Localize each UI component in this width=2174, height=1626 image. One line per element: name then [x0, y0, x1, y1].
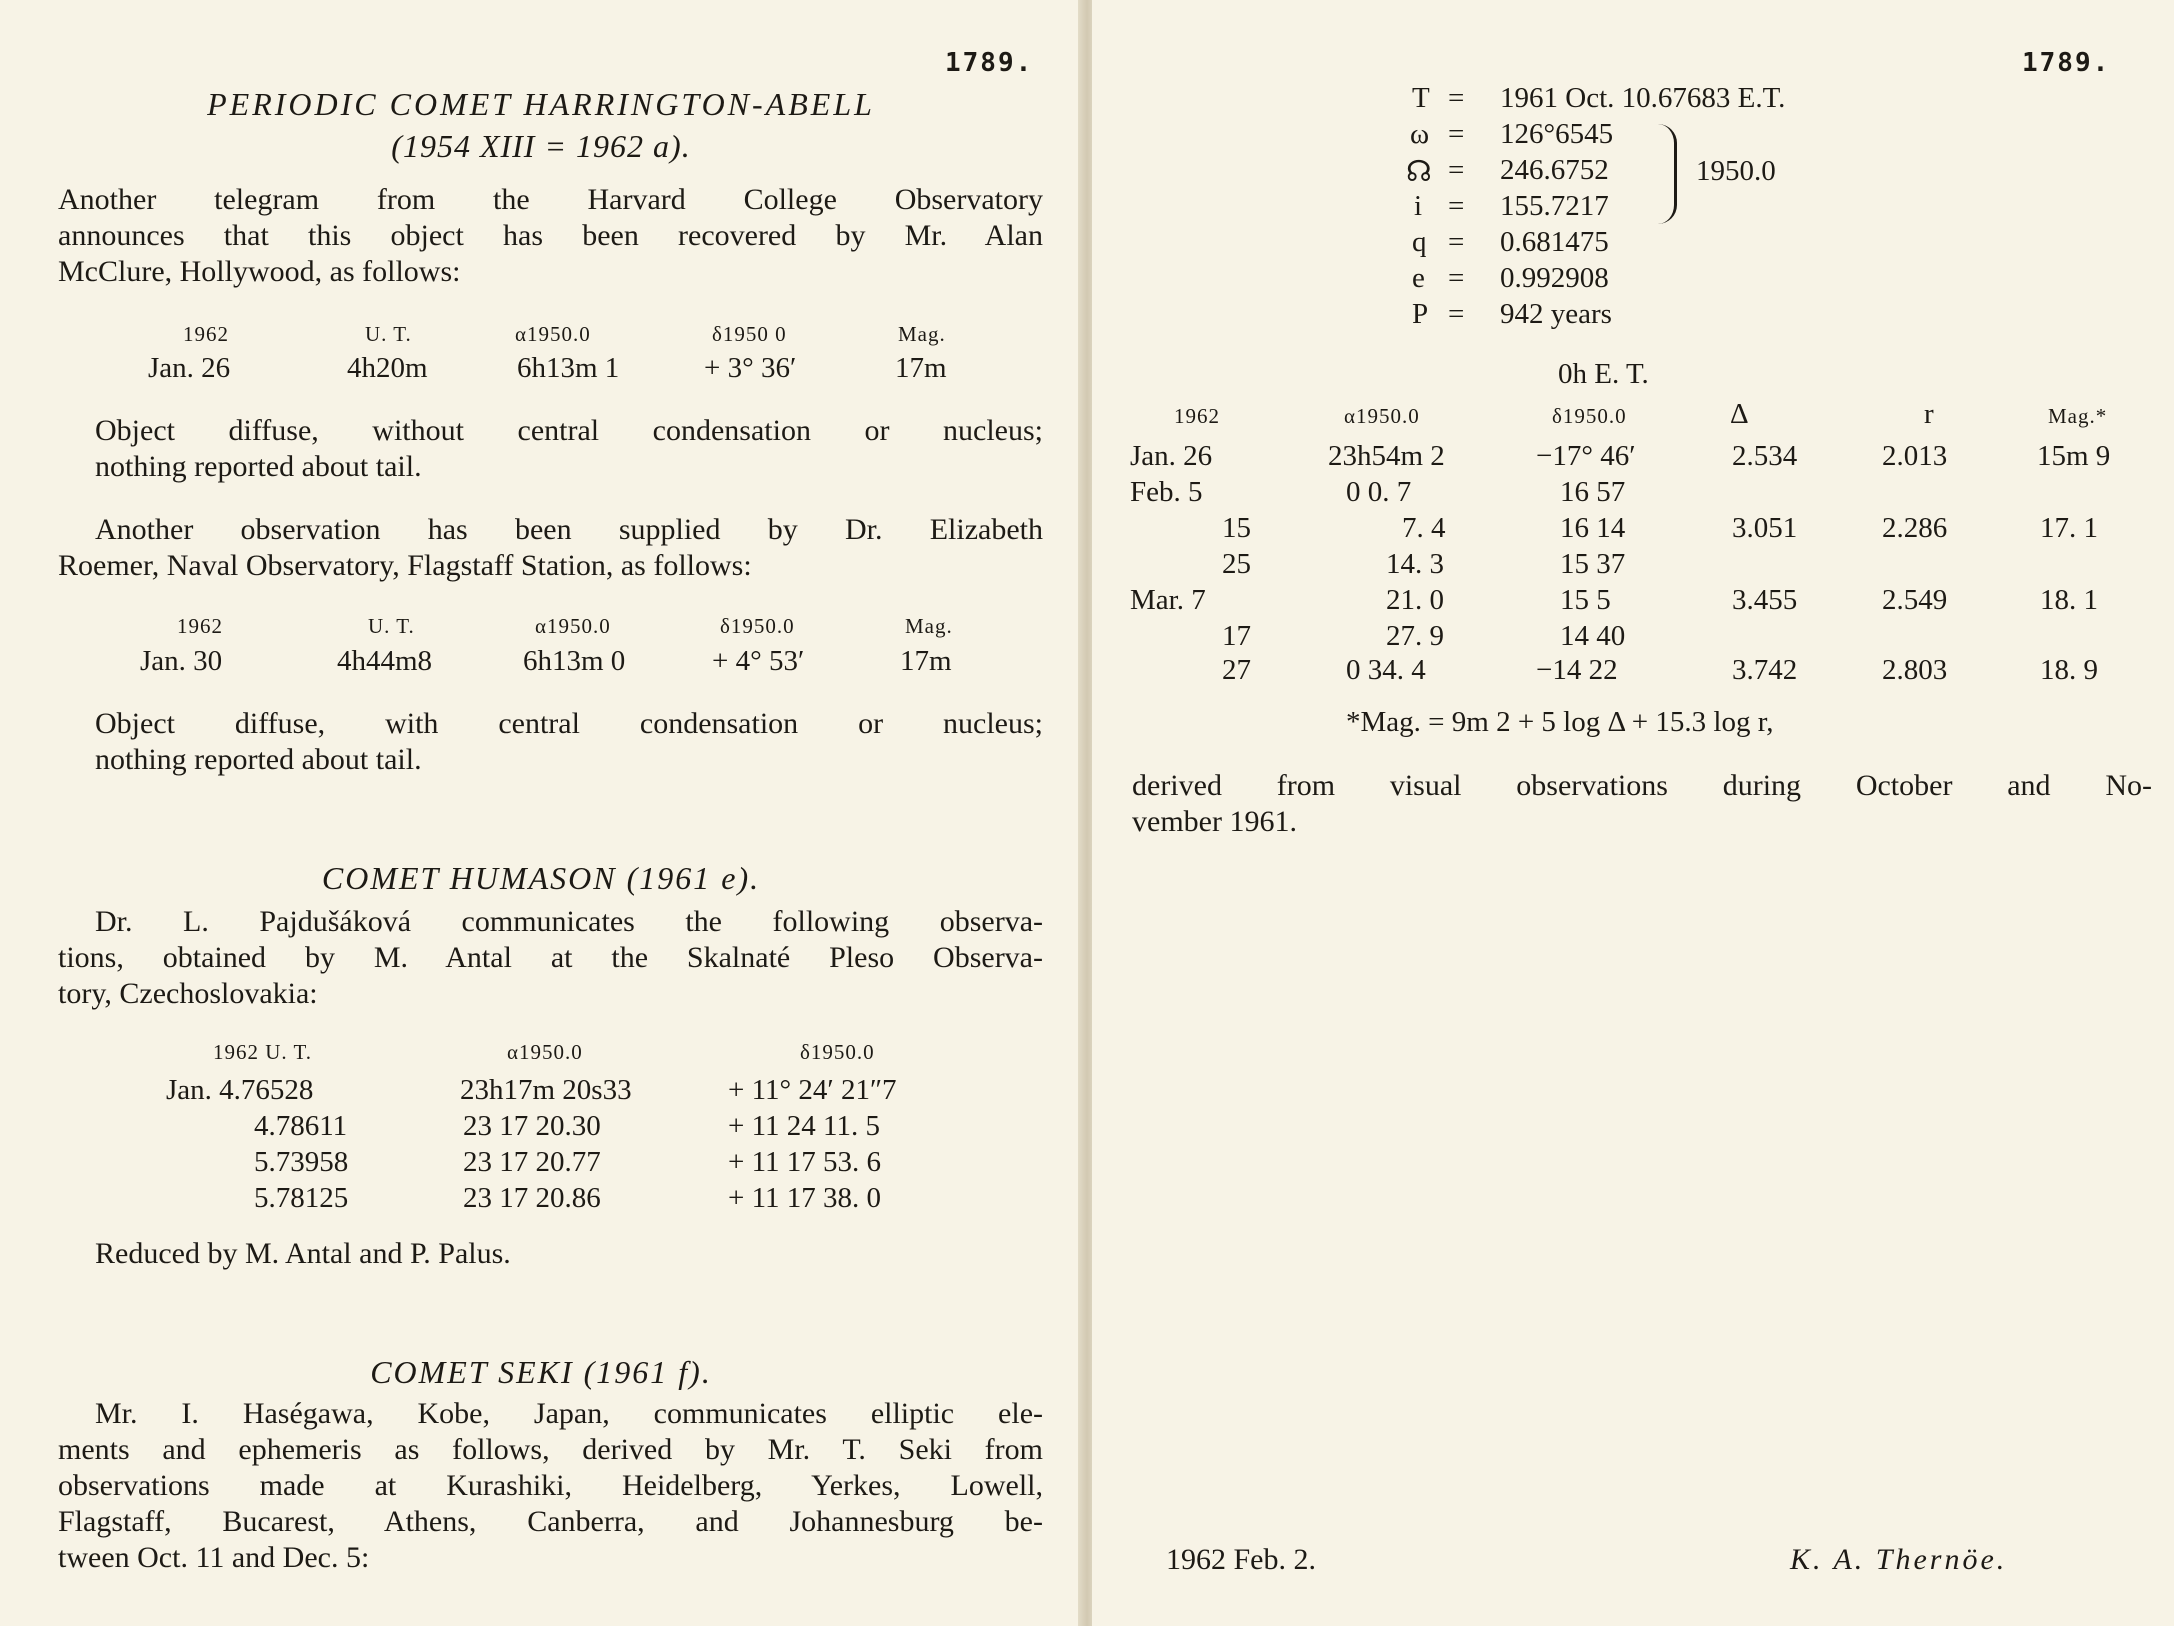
table-cell: 21. 0	[1386, 584, 1444, 616]
table-cell: 16 14	[1560, 512, 1626, 544]
table-cell: 23h17m 20s33	[460, 1074, 632, 1106]
table-header: α1950.0	[507, 1040, 583, 1064]
element-symbol: ω	[1410, 118, 1430, 150]
equinox-label: 1950.0	[1696, 155, 1776, 187]
table-cell: + 11 17 53. 6	[728, 1146, 882, 1178]
table-cell: 4h20m	[347, 352, 428, 384]
table-cell: 25	[1222, 548, 1251, 580]
table-cell: 16 57	[1560, 476, 1626, 508]
table-cell: 2.534	[1732, 440, 1798, 472]
table-header: Δ	[1730, 398, 1749, 430]
table-cell: −17° 46′	[1536, 440, 1636, 472]
table-cell: Mar. 7	[1130, 584, 1206, 616]
element-equals: =	[1448, 118, 1465, 150]
table-header: α1950.0	[515, 322, 591, 346]
table-cell: 23 17 20.77	[463, 1146, 601, 1178]
element-equals: =	[1448, 190, 1465, 222]
table-cell: 23 17 20.86	[463, 1182, 601, 1214]
table-header: 1962	[177, 614, 223, 638]
table-cell: 17m	[900, 645, 952, 677]
table-cell: + 11° 24′ 21″7	[728, 1074, 897, 1106]
table-cell: 2.013	[1882, 440, 1948, 472]
element-equals: =	[1448, 262, 1465, 294]
table-header: δ1950.0	[1552, 404, 1627, 428]
element-value: 126°6545	[1500, 118, 1614, 150]
element-symbol: e	[1412, 262, 1425, 294]
table-cell: 23h54m 2	[1328, 440, 1445, 472]
paragraph-derived: derived from visual observations during October and No- vember 1961.	[1132, 769, 2152, 838]
magnitude-formula: *Mag. = 9m 2 + 5 log Δ + 15.3 log r,	[1346, 706, 1774, 738]
table-header: U. T.	[365, 322, 412, 346]
table-cell: 18. 9	[2040, 654, 2098, 686]
date-line: 1962 Feb. 2.	[1166, 1543, 1316, 1576]
section-subtitle-harrington: (1954 XIII = 1962 a).	[391, 128, 691, 164]
element-symbol: i	[1414, 190, 1423, 222]
table-cell: Jan. 26	[1130, 440, 1213, 472]
table-header: U. T.	[368, 614, 415, 638]
brace-icon	[1658, 124, 1677, 224]
page-number: 1789.	[2022, 48, 2111, 78]
table-header: Mag.*	[2048, 404, 2108, 428]
table-header: δ1950.0	[800, 1040, 875, 1064]
table-cell: + 11 24 11. 5	[728, 1110, 880, 1142]
element-value: 246.6752	[1500, 154, 1609, 186]
element-symbol: T	[1412, 82, 1430, 114]
table-cell: + 4° 53′	[712, 645, 805, 677]
paragraph-seki-intro: Mr. I. Haségawa, Kobe, Japan, communicates elliptic ele- ments and ephemeris as follows, derived by Mr. T. Seki from observations made at Kurashiki, Heidelberg, Yerkes, Lowell, Flagstaff, Bucarest, Athens, Canberra, and Johannesburg be- tween Oct. 11 and Dec. 5:	[58, 1397, 1043, 1574]
table-header: 1962	[1174, 404, 1220, 428]
element-symbol: P	[1412, 298, 1429, 330]
section-title-harrington: PERIODIC COMET HARRINGTON-ABELL	[207, 86, 875, 122]
element-value: 0.681475	[1500, 226, 1609, 258]
table-cell: 17	[1222, 620, 1251, 652]
table-cell: −14 22	[1536, 654, 1618, 686]
table-header: 1962 U. T.	[213, 1040, 313, 1064]
reduced-by-note: Reduced by M. Antal and P. Palus.	[95, 1237, 511, 1270]
element-value: 1961 Oct. 10.67683 E.T.	[1500, 82, 1786, 114]
table-header: r	[1924, 398, 1934, 430]
table-cell: 2.549	[1882, 584, 1948, 616]
table-header: δ1950 0	[712, 322, 787, 346]
table-cell: Jan. 30	[140, 645, 223, 677]
section-title-seki: COMET SEKI (1961 f).	[370, 1354, 712, 1390]
table-header: α1950.0	[535, 614, 611, 638]
table-cell: 5.73958	[254, 1146, 349, 1178]
table-cell: 14 40	[1560, 620, 1626, 652]
page-number: 1789.	[945, 48, 1034, 78]
table-cell: 27	[1222, 654, 1251, 686]
element-value: 942 years	[1500, 298, 1612, 330]
table-cell: 4.78611	[254, 1110, 348, 1142]
table-cell: + 11 17 38. 0	[728, 1182, 882, 1214]
paragraph-harrington-intro2: Another observation has been supplied by Dr. Elizabeth Roemer, Naval Observatory, Flagstaff Station, as follows:	[58, 513, 1043, 582]
left-page	[0, 0, 1082, 1626]
right-page	[1092, 0, 2174, 1626]
table-cell: 27. 9	[1386, 620, 1444, 652]
element-equals: =	[1448, 154, 1465, 186]
table-header: α1950.0	[1344, 404, 1420, 428]
table-cell: 18. 1	[2040, 584, 2098, 616]
table-cell: 15	[1222, 512, 1251, 544]
element-symbol: q	[1412, 226, 1427, 258]
table-cell: Jan. 4.76528	[166, 1074, 314, 1106]
table-cell: 17m	[895, 352, 947, 384]
ephemeris-title: 0h E. T.	[1558, 358, 1649, 390]
table-cell: 3.742	[1732, 654, 1798, 686]
element-equals: =	[1448, 226, 1465, 258]
table-cell: 6h13m 1	[517, 352, 620, 384]
table-cell: 5.78125	[254, 1182, 349, 1214]
element-equals: =	[1448, 298, 1465, 330]
table-cell: 23 17 20.30	[463, 1110, 601, 1142]
section-title-humason: COMET HUMASON (1961 e).	[321, 860, 761, 896]
table-cell: 3.051	[1732, 512, 1798, 544]
paragraph-harrington-intro: Another telegram from the Harvard College Observatory announces that this object has been recovered by Mr. Alan McClure, Hollywood, as follows:	[58, 183, 1043, 288]
table-cell: 2.803	[1882, 654, 1948, 686]
paragraph-harrington-note2: Object diffuse, with central condensation or nucleus; nothing reported about tail.	[95, 707, 1043, 776]
element-equals: =	[1448, 82, 1465, 114]
table-cell: 4h44m8	[337, 645, 433, 677]
table-cell: Jan. 26	[148, 352, 231, 384]
table-cell: 0 0. 7	[1346, 476, 1412, 508]
element-value: 155.7217	[1500, 190, 1609, 222]
table-cell: 6h13m 0	[523, 645, 626, 677]
table-cell: 14. 3	[1386, 548, 1444, 580]
table-cell: 2.286	[1882, 512, 1948, 544]
table-cell: 17. 1	[2040, 512, 2098, 544]
table-cell: 7. 4	[1402, 512, 1446, 544]
paragraph-harrington-note1: Object diffuse, without central condensation or nucleus; nothing reported about tail.	[95, 414, 1043, 483]
paragraph-humason-intro: Dr. L. Pajdušáková communicates the following observa- tions, obtained by M. Antal at the Skalnaté Pleso Observa- tory, Czechoslovakia:	[58, 905, 1043, 1010]
table-cell: 15m 9	[2037, 440, 2111, 472]
table-cell: 3.455	[1732, 584, 1798, 616]
table-cell: 15 5	[1560, 584, 1611, 616]
table-cell: 0 34. 4	[1346, 654, 1426, 686]
table-cell: 15 37	[1560, 548, 1626, 580]
table-header: δ1950.0	[720, 614, 795, 638]
table-cell: Feb. 5	[1130, 476, 1203, 508]
element-symbol: ☊	[1406, 156, 1432, 188]
table-header: Mag.	[898, 322, 946, 346]
table-cell: + 3° 36′	[704, 352, 797, 384]
signature: K. A. Thernöe.	[1790, 1543, 2008, 1576]
table-header: Mag.	[905, 614, 953, 638]
table-header: 1962	[183, 322, 229, 346]
element-value: 0.992908	[1500, 262, 1609, 294]
